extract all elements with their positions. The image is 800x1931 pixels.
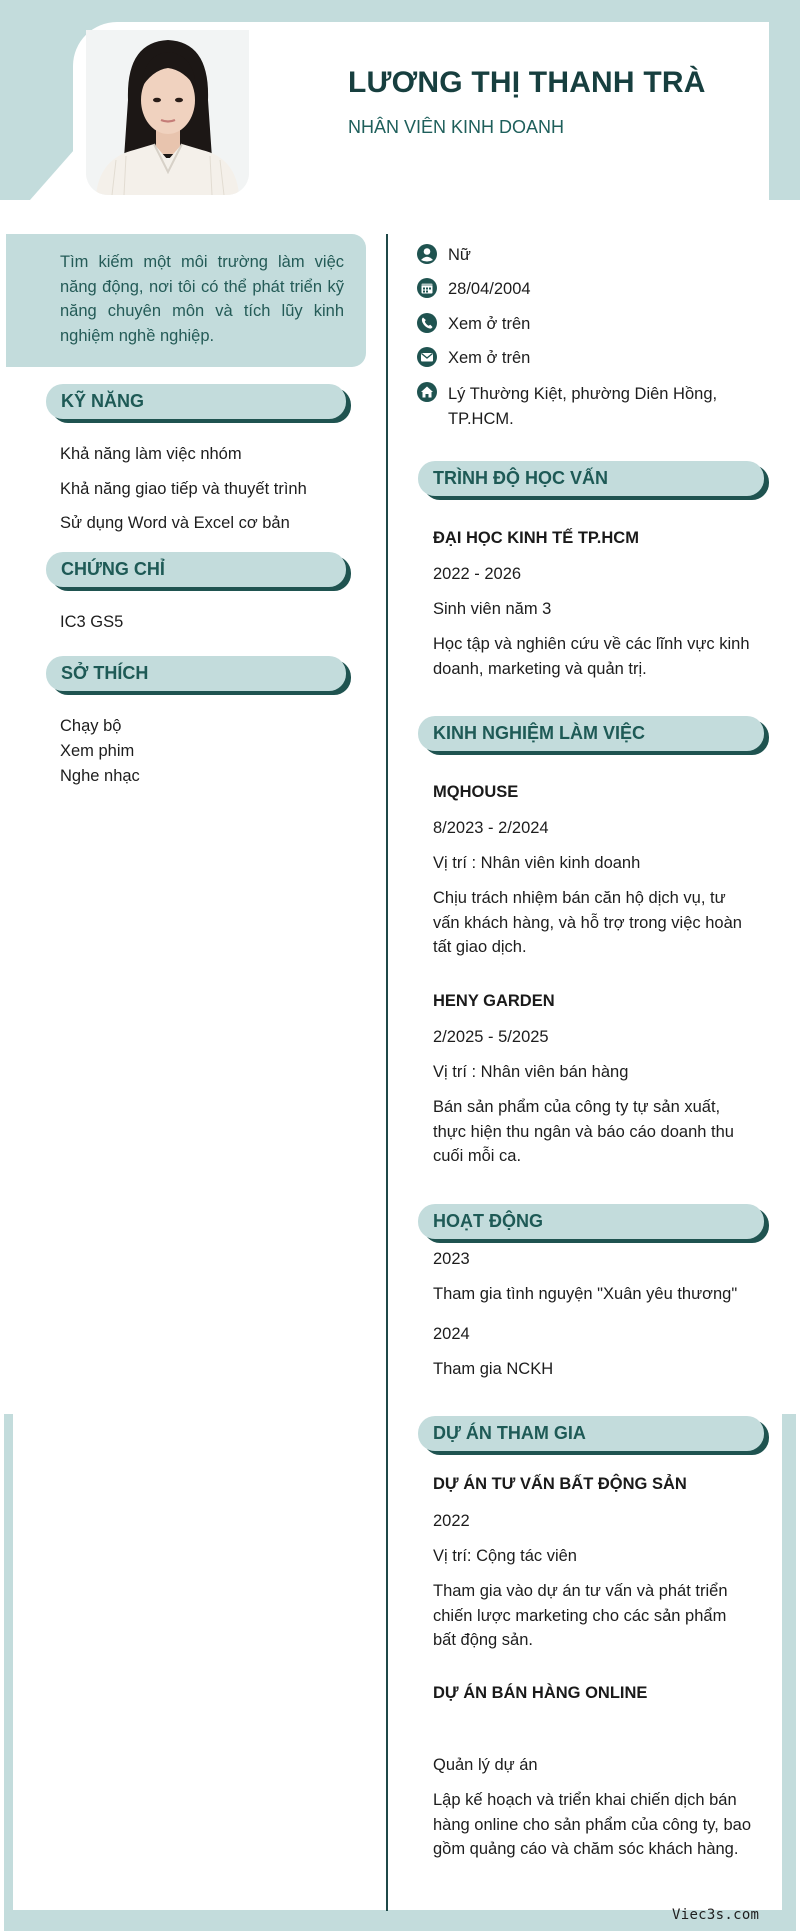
job-company: MQHOUSE [433,783,519,801]
project-name: DỰ ÁN BÁN HÀNG ONLINE [433,1684,648,1702]
projects-heading: DỰ ÁN THAM GIA [418,1416,764,1451]
education-period: 2022 - 2026 [433,565,522,583]
project-year: 2022 [433,1512,470,1530]
experience-heading: KINH NGHIỆM LÀM VIỆC [418,716,764,751]
job-position: Vị trí : Nhân viên bán hàng [433,1063,629,1081]
contact-address: Lý Thường Kiệt, phường Diên Hồng, TP.HCM. [448,385,718,428]
skill-item: Sử dụng Word và Excel cơ bản [60,514,290,532]
project-name: DỰ ÁN TƯ VẤN BẤT ĐỘNG SẢN [433,1475,687,1493]
activity-year: 2023 [433,1250,470,1268]
activity-text: Tham gia tình nguyện "Xuân yêu thương" [433,1285,738,1303]
home-icon [416,381,438,403]
education-description: Học tập và nghiên cứu về các lĩnh vực kinh doanh, marketing và quản trị. [433,635,750,678]
skills-heading: KỸ NĂNG [46,384,346,419]
contact-birthday: 28/04/2004 [448,280,531,298]
calendar-icon [416,277,438,299]
certificates-heading: CHỨNG CHỈ [46,552,346,587]
frame-left-strip [4,1414,13,1931]
project-description: Tham gia vào dự án tư vấn và phát triển chiến lược marketing cho các sản phẩm bất động sản. [433,1582,728,1649]
hobby-item: Chạy bộ [60,717,122,735]
user-icon [416,243,438,265]
candidate-job-title: NHÂN VIÊN KINH DOANH [348,117,565,137]
project-description: Lập kế hoạch và triển khai chiến dịch bán hàng online cho sản phẩm của công ty, bao gồm quảng cáo và chăm sóc khách hàng. [433,1791,752,1858]
profile-photo [86,30,249,195]
hobbies-heading: SỞ THÍCH [46,656,346,691]
career-objective: Tìm kiếm một môi trường làm việc năng động, nơi tôi có thể phát triển kỹ năng chuyên môn và tích lũy kinh nghiệm nghề nghiệp. [6,234,366,367]
email-icon [416,346,438,368]
activity-text: Tham gia NCKH [433,1360,554,1378]
project-role: Quản lý dự án [433,1756,538,1774]
frame-right-strip [782,1414,796,1931]
activity-year: 2024 [433,1325,470,1343]
job-period: 8/2023 - 2/2024 [433,819,549,837]
job-position: Vị trí : Nhân viên kinh doanh [433,854,641,872]
skill-item: Khả năng giao tiếp và thuyết trình [60,480,307,498]
contact-email: Xem ở trên [448,349,531,367]
job-description: Chịu trách nhiệm bán căn hộ dịch vụ, tư vấn khách hàng, và hỗ trợ trong việc hoàn tất giao dịch. [433,889,742,956]
project-role: Vị trí: Cộng tác viên [433,1547,577,1565]
column-divider [386,234,388,1911]
job-period: 2/2025 - 5/2025 [433,1028,549,1046]
hobby-item: Nghe nhạc [60,767,140,785]
contact-gender: Nữ [448,246,471,264]
phone-icon [416,312,438,334]
job-description: Bán sản phẩm của công ty tự sản xuất, thực hiện thu ngân và báo cáo doanh thu cuối mỗi ca. [433,1098,734,1165]
education-school: ĐẠI HỌC KINH TẾ TP.HCM [433,529,639,547]
skill-item: Khả năng làm việc nhóm [60,445,242,463]
candidate-name: LƯƠNG THỊ THANH TRÀ [348,66,706,99]
education-status: Sinh viên năm 3 [433,600,552,618]
header-corner-cut [30,150,74,200]
education-heading: TRÌNH ĐỘ HỌC VẤN [418,461,764,496]
certificate-item: IC3 GS5 [60,613,124,631]
hobby-item: Xem phim [60,742,135,760]
job-company: HENY GARDEN [433,992,555,1010]
watermark: Viec3s.com [672,1907,760,1923]
activities-heading: HOẠT ĐỘNG [418,1204,764,1239]
contact-phone: Xem ở trên [448,315,531,333]
